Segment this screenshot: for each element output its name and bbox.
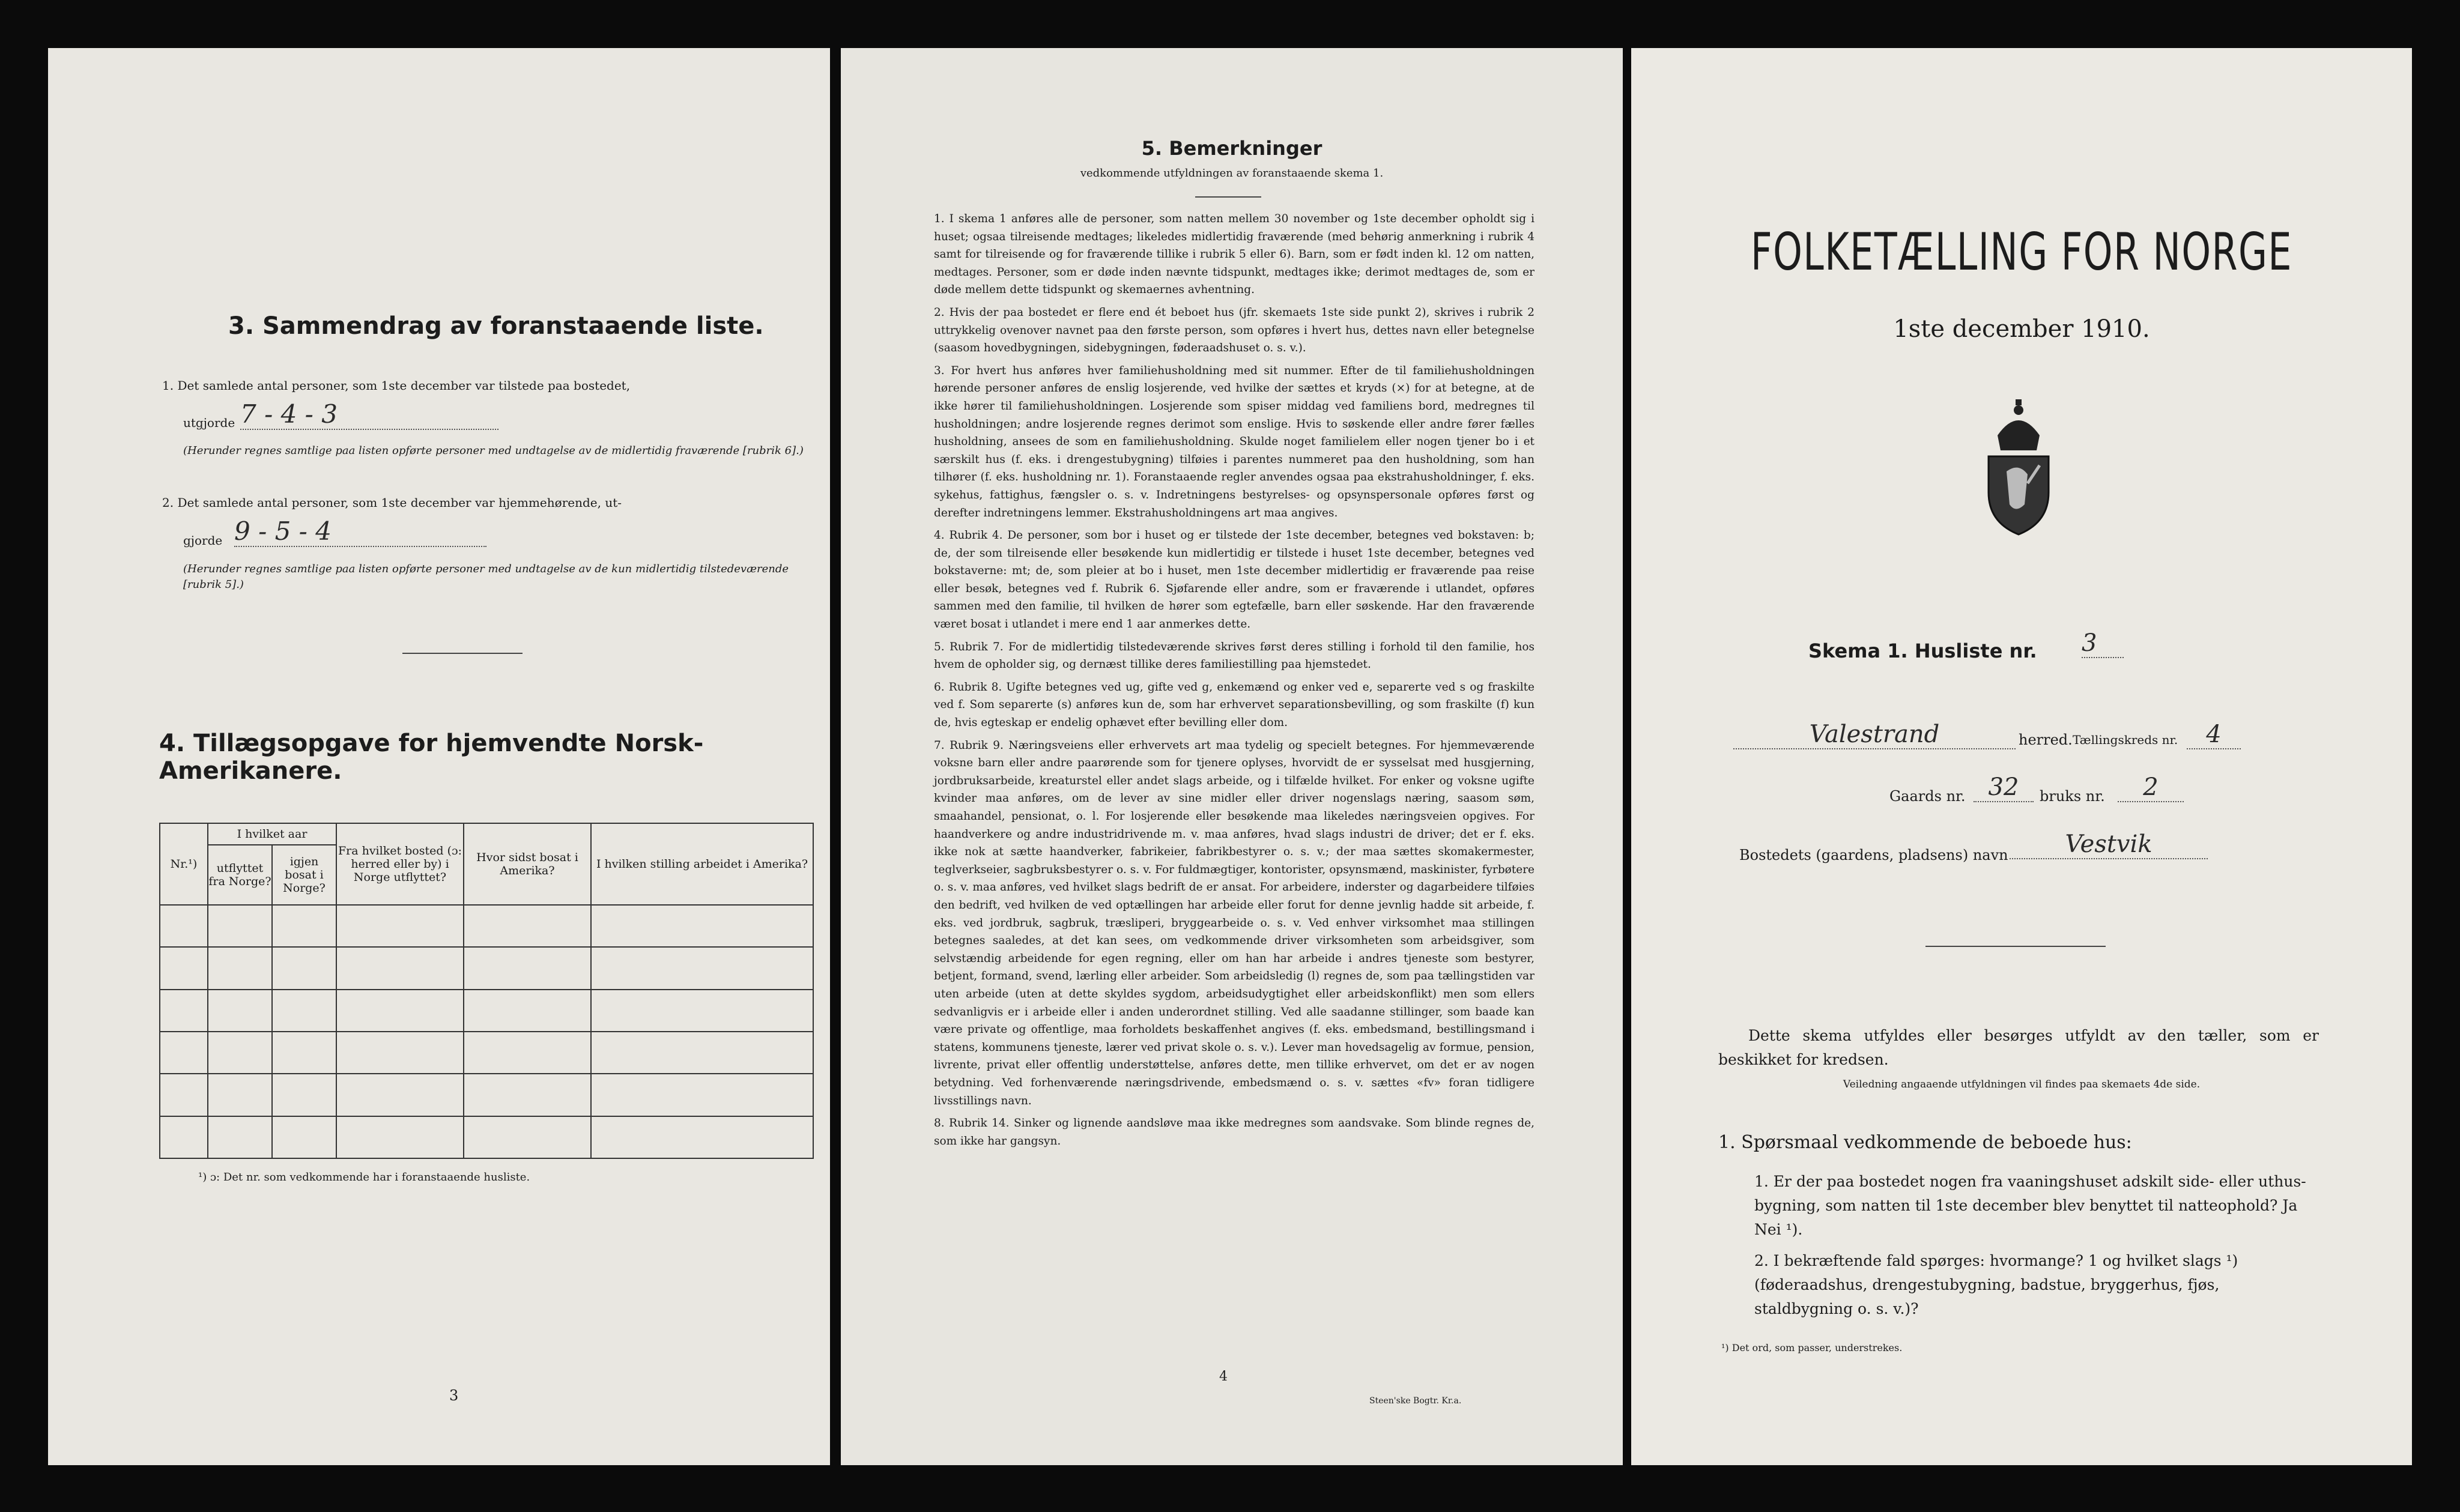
kreds-label: Tællingskreds nr.	[2073, 733, 2178, 747]
footnote: ¹) Det ord, som passer, understrekes.	[1721, 1342, 1903, 1353]
printer-mark: Steen'ske Bogtr. Kr.a.	[1369, 1396, 1462, 1406]
herred-value: Valestrand	[1733, 721, 2016, 749]
remark-7: 7. Rubrik 9. Næringsveiens eller erhvervets art maa tydelig og specielt betegnes. For hjemmeværende voksne barn eller andre paarørende som for tjenere oplyses, hvorvidt de er sysselsat med husgjerning, jordbruksarbeide, kreaturstel eller andet slags arbeide, og i tilfælde hvilket. For enker og voksne ugifte kvinder maa anføres, om de lever av sine midler eller driver nogenslags næring, saasom søm, smaahandel, pensionat, o. l. For losjerende eller besøkende maa likeledes næringsveien opgives. For haandverkere og andre industridrivende m. v. maa anføres, hvad slags industri de driver; det er f. eks. ikke nok at sætte haandverker, fabrikeier, fabrikbestyrer o. s. v.; der maa sættes skomakermester, teglverkseier, sagbruksbestyrer o. s. v. For fuldmægtiger, kontorister, opsynsmænd, maskinister, fyrbøtere o. s. v. maa anføres, ved hvilket slags bedrift de er ansat. For arbeidere, inderster og dagarbeidere tilføies den bedrift, ved hvilken de ved optællingen har arbeide eller forut for denne jevnlig hadde sit arbeide, f. eks. ved jordbruk, sagbruk, træsliperi, bryggearbeide o. s. v. Ved enhver virksomhet maa stillingen betegnes saaledes, at det kan sees, om vedkommende driver virksomheten som arbeidsgiver, som selvstændig arbeidende for egen regning, eller om han har arbeide i andres tjeneste som bestyrer, betjent, formand, svend, lærling eller arbeider. Som arbeidsledig (l) regnes de, som paa tællingstiden var uten arbeide (uten at dette skyldes sygdom, arbeidsudygtighet eller arbeidskonflikt) men som ellers sedvanligvis er i arbeide eller i anden underordnet stilling. Ved alle saadanne stillinger, som baade kan være private og offentlige, maa forholdets beskaffenhet angives (f. eks. embedsmand, bestillingsmand i statens, kommunens tjeneste, lærer ved privat skole o. s. v.). Lever man hovedsagelig av formue, pension, livrente, privat eller offentlig understøttelse, anføres dette, men tillike erhvervet, om det er av nogen betydning. Ved forhenværende næringsdrivende, embedsmænd o. s. v. sættes «fv» foran tidligere livsstillings navn.	[934, 739, 1534, 1107]
page-right	[1631, 48, 2412, 1465]
table-row	[160, 1116, 813, 1158]
footnote: ¹) ɔ: Det nr. som vedkommende har i foranstaaende husliste.	[198, 1171, 530, 1184]
remark-2: 2. Hvis der paa bostedet er flere end ét beboet hus (jfr. skemaets 1ste side punkt 2), skrives i rubrik 2 uttrykkelig ovenover navnet paa den første person, som opføres i hvert hus, dettes navn eller betegnelse (saasom hovedbygningen, sidebygningen, føderaadshuset o. s. v.).	[934, 306, 1534, 355]
section3-title: 3. Sammendrag av foranstaaende liste.	[228, 312, 764, 340]
table-row	[160, 1074, 813, 1116]
instruction-small: Veiledning angaaende utfyldningen vil findes paa skemaets 4de side.	[1843, 1078, 2201, 1090]
remark-6: 6. Rubrik 8. Ugifte betegnes ved ug, gifte ved g, enkemænd og enker ved e, separerte ved s og fraskilte ved f. Som separerte (s) anføres kun de, som har erhvervet separationsbevilling, og som fraskilte (f) kun de, hvis egteskap er endelig ophævet efter bevilling eller dom.	[934, 680, 1534, 730]
page-number: 4	[1219, 1369, 1228, 1384]
remark-3: 3. For hvert hus anføres hver familiehusholdning med sit nummer. Efter de til familiehusholdningen hørende personer anføres de enslig losjerende, ved hvilke der sættes et kryds (×) for at betegne, at de ikke hører til familiehusholdningen. Losjerende som spiser middag ved familiens bord, medregnes til husholdningen; andre losjerende regnes derimot som enslige. Hvis to søskende eller andre fører fælles husholdning, ansees de som en familiehusholdning. Skulde noget familielem eller nogen tjener bo i et særskilt hus (f. eks. i drengestubygning) tilføies i parentes nummeret paa den husholdning, som han tilhører (f. eks. husholdning nr. 1). Foranstaaende regler anvendes ogsaa paa ekstrahusholdninger, f. eks. sykehus, fattighus, fængsler o. s. v. Indretningens bestyrelses- og opsynspersonale opføres først og derefter indretningens lemmer. Ekstrahusholdningens art maa angives.	[934, 364, 1534, 519]
divider	[402, 653, 523, 654]
table-row	[160, 990, 813, 1032]
col-occupation: I hvilken stilling arbeidet i Amerika?	[591, 823, 813, 905]
remark-8: 8. Rubrik 14. Sinker og lignende aandsløve maa ikke medregnes som aandsvake. Som blinde regnes de, som ikke har gangsyn.	[934, 1117, 1534, 1148]
herred-label: herred.	[2019, 731, 2073, 748]
table-row	[160, 947, 813, 989]
item1-label: utgjorde	[183, 416, 235, 430]
item1-text: 1. Det samlede antal personer, som 1ste december var tilstede paa bostedet,	[162, 378, 631, 393]
instruction-text: Dette skema utfyldes eller besørges utfyldt av den tæller, som er beskikket for kredsen.	[1718, 1027, 2319, 1068]
page-number: 3	[449, 1387, 459, 1404]
husliste-number: 3	[2082, 629, 2124, 658]
item2-text: 2. Det samlede antal personer, som 1ste december var hjemmehørende, ut-	[162, 495, 622, 510]
kreds-value: 4	[2187, 721, 2241, 749]
table-row	[160, 1032, 813, 1074]
remarks-subtitle: vedkommende utfyldningen av foranstaaende skema 1.	[1080, 167, 1384, 180]
coat-of-arms-icon	[1980, 393, 2058, 540]
item2-label: gjorde	[183, 533, 223, 548]
census-date: 1ste december 1910.	[1893, 315, 2150, 343]
item2-value: 9 - 5 - 4	[234, 516, 486, 547]
col-returned: igjen bosat i Norge?	[272, 845, 336, 905]
question1-title: 1. Spørsmaal vedkommende de beboede hus:	[1718, 1132, 2132, 1153]
bosted-label: Bostedets (gaardens, pladsens) navn	[1739, 847, 2008, 863]
remark-1: 1. I skema 1 anføres alle de personer, som natten mellem 30 november og 1ste december opholdt sig i huset; ogsaa tilreisende medtages; likeledes midlertidig fraværende (med behørig anmerkning i rubrik 4 samt for tilreisende og for fraværende tillike i rubrik 5 eller 6). Barn, som er født inden kl. 12 om natten, medtages. Personer, som er døde inden nævnte tidspunkt, medtages ikke; derimot medtages de, som er døde mellem dette tidspunkt og skemaernes avhentning.	[934, 213, 1534, 297]
question1-1: 1. Er der paa bostedet nogen fra vaaningshuset adskilt side- eller uthus-bygning, som natten til 1ste december blev benyttet til natteophold? Ja Nei ¹).	[1754, 1173, 2306, 1238]
bosted-value: Vestvik	[2010, 830, 2208, 859]
norsk-amerikanere-table	[159, 823, 814, 1159]
col-last: Hvor sidst bosat i Amerika?	[464, 823, 591, 905]
bruks-value: 2	[2118, 773, 2184, 802]
remark-5: 5. Rubrik 7. For de midlertidig tilstedeværende skrives først deres stilling i forhold til den familie, hos hvem de opholder sig, og dernæst tillike deres familiestilling paa hjemstedet.	[934, 640, 1534, 671]
bruks-label: bruks nr.	[2040, 788, 2105, 805]
col-emigrated: utflyttet fra Norge?	[208, 845, 272, 905]
divider	[1195, 196, 1261, 198]
gaards-value: 32	[1974, 773, 2034, 802]
table-row	[160, 905, 813, 947]
page-middle	[841, 48, 1623, 1465]
section4-title: 4. Tillægsopgave for hjemvendte Norsk-Amerikanere.	[159, 730, 704, 785]
item1-value: 7 - 4 - 3	[240, 399, 498, 430]
col-from: Fra hvilket bosted (ɔ: herred eller by) i Norge utflyttet?	[336, 823, 464, 905]
item1-note: (Herunder regnes samtlige paa listen opførte personer med undtagelse av de midlertidig fraværende [rubrik 6].)	[183, 444, 804, 457]
remarks-title: 5. Bemerkninger	[1141, 137, 1322, 160]
col-group: I hvilket aar	[208, 823, 336, 845]
remark-4: 4. Rubrik 4. De personer, som bor i huset og er tilstede der 1ste december, betegnes ved bokstaven: b; de, der som tilreisende eller besøkende kun midlertidig er tilstede i huset 1ste december, betegnes ved bokstaverne: mt; de, som pleier at bo i huset, men 1ste december midlertidig er fraværende paa reise eller besøk, betegnes ved f. Rubrik 6. Sjøfarende eller andre, som er fraværende i utlandet, opføres sammen med den familie, til hvilken de hører som egtefælle, barn eller søskende. Har den fraværende været bosat i utlandet i mere end 1 aar anmerkes dette.	[934, 529, 1534, 631]
item2-note: (Herunder regnes samtlige paa listen opførte personer med undtagelse av de kun midlertidig tilstedeværende [rubrik 5].)	[183, 563, 789, 591]
skema-label: Skema 1. Husliste nr.	[1808, 640, 2037, 662]
question1-2: 2. I bekræftende fald spørges: hvormange? 1 og hvilket slags ¹) (føderaadshus, drengestubygning, badstue, bryggerhus, fjøs, staldbygning o. s. v.)?	[1754, 1252, 2238, 1317]
gaards-label: Gaards nr.	[1889, 788, 1966, 805]
main-title: FOLKETÆLLING FOR NORGE	[1751, 222, 2292, 282]
remarks-body	[934, 210, 1534, 1155]
ornament-divider	[1925, 946, 2106, 947]
page-left	[48, 48, 830, 1465]
col-nr: Nr.¹)	[160, 823, 208, 905]
